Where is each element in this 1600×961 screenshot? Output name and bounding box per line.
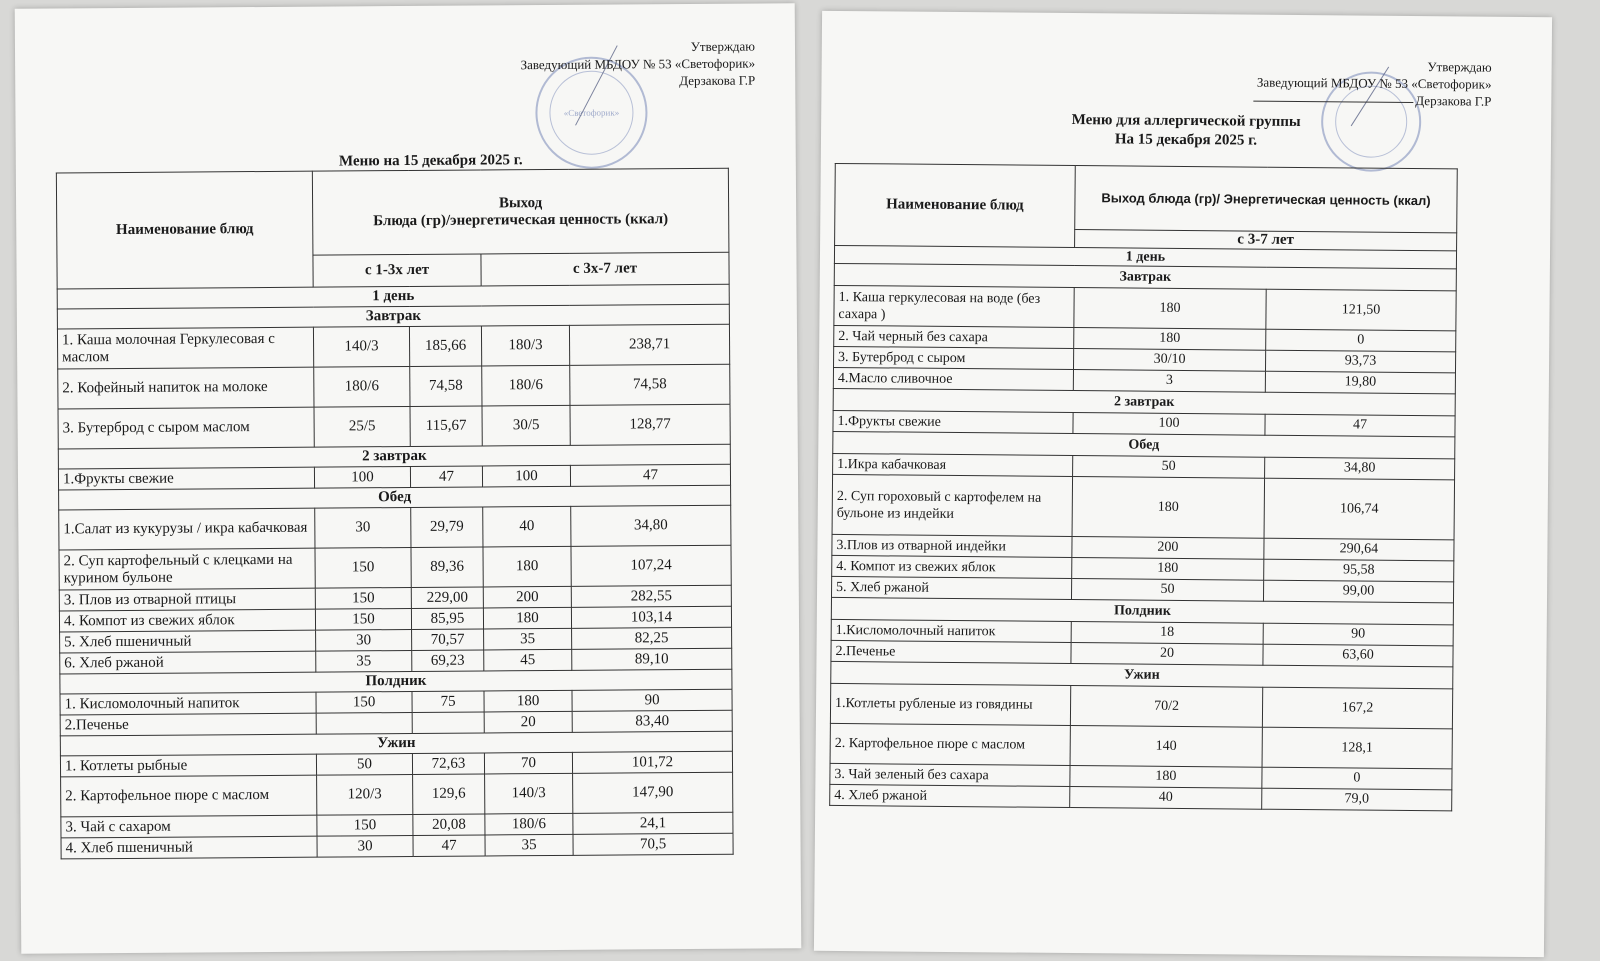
dish-name: 1.Котлеты рубленые из говядины bbox=[830, 683, 1070, 725]
dish-value-a: 150 bbox=[315, 608, 411, 630]
menu-sheet-general bbox=[15, 3, 802, 953]
dish-value-a: 100 bbox=[1073, 413, 1265, 436]
dish-row bbox=[830, 784, 1452, 810]
day-label: 1 день bbox=[57, 284, 729, 309]
section-title: Обед bbox=[833, 431, 1455, 458]
dish-value-c: 35 bbox=[484, 628, 572, 650]
dish-name: 1.Салат из кукурузы / икра кабачковая bbox=[59, 508, 315, 550]
dish-value-d: 90 bbox=[572, 689, 732, 711]
dish-name: 4. Компот из свежих яблок bbox=[59, 609, 315, 632]
dish-value-b: 121,50 bbox=[1266, 289, 1456, 331]
dish-value-c: 45 bbox=[484, 649, 572, 671]
dish-value-b: 29,79 bbox=[411, 507, 483, 548]
dish-name: 3. Чай с сахаром bbox=[61, 815, 317, 838]
dish-row bbox=[58, 364, 730, 409]
approval-position: Заведующий МБДОУ № 53 «Светофорик» bbox=[520, 55, 756, 73]
header-output bbox=[312, 168, 729, 255]
dish-name: 4. Хлеб пшеничный bbox=[61, 836, 317, 859]
dish-value-b: 20,08 bbox=[413, 814, 485, 836]
dish-value-c: 35 bbox=[485, 834, 573, 856]
dish-value-c: 180/6 bbox=[482, 365, 570, 406]
dish-name: 2.Печенье bbox=[60, 713, 316, 736]
dish-value-a: 180 bbox=[1074, 328, 1266, 351]
dish-value-b: 167,2 bbox=[1262, 687, 1452, 729]
dish-value-b: 19,80 bbox=[1265, 371, 1455, 394]
dish-value-d: 70,5 bbox=[573, 833, 733, 855]
dish-name: 3. Плов из отварной птицы bbox=[59, 588, 315, 611]
approval-signer: Дерзакова Г.Р bbox=[1415, 93, 1492, 109]
dish-value-d: 89,10 bbox=[572, 648, 732, 670]
dish-value-a: 140/3 bbox=[313, 326, 409, 367]
dish-value-b: 79,0 bbox=[1262, 788, 1452, 811]
header-output-line2: Блюда (гр)/энергетическая ценность (ккал) bbox=[373, 210, 669, 229]
section-title: 2 завтрак bbox=[58, 444, 730, 469]
dish-value-b: 99,00 bbox=[1263, 580, 1453, 603]
dish-value-c: 200 bbox=[483, 586, 571, 608]
dish-name: 1. Каша геркулесовая на воде (без сахара ) bbox=[834, 285, 1074, 327]
dish-value-d: 107,24 bbox=[571, 545, 731, 586]
dish-value-b: 185,66 bbox=[409, 326, 481, 367]
dish-value-a: 50 bbox=[1073, 456, 1265, 479]
dish-row bbox=[61, 772, 733, 817]
stamp-text: «Светофорик» bbox=[563, 107, 620, 118]
dish-name: 1.Фрукты свежие bbox=[833, 410, 1073, 433]
dish-name: 2. Картофельное пюре с маслом bbox=[830, 723, 1070, 765]
dish-value-b: 89,36 bbox=[411, 547, 483, 588]
dish-value-a: 30 bbox=[315, 507, 411, 548]
approval-word: Утверждаю bbox=[690, 38, 756, 55]
dish-value-b: 70,57 bbox=[412, 629, 484, 651]
dish-value-d: 83,40 bbox=[572, 710, 732, 732]
dish-name: 1.Икра кабачковая bbox=[833, 453, 1073, 476]
dish-value-a: 100 bbox=[314, 466, 410, 488]
dish-value-a: 30 bbox=[317, 835, 413, 857]
dish-value-b: 129,6 bbox=[413, 774, 485, 815]
dish-name: 2. Чай черный без сахара bbox=[834, 325, 1074, 348]
dish-name: 2. Суп гороховый с картофелем на бульоне из индейки bbox=[832, 474, 1073, 536]
dish-name: 3. Бутерброд с сыром bbox=[834, 346, 1074, 369]
dish-row bbox=[57, 324, 729, 369]
dish-value-a: 120/3 bbox=[317, 774, 413, 815]
dish-value-b: 106,74 bbox=[1264, 478, 1455, 540]
dish-value-a: 20 bbox=[1071, 643, 1263, 666]
dish-value-a: 150 bbox=[315, 587, 411, 609]
dish-value-d: 34,80 bbox=[571, 505, 731, 546]
page-title-line2: На 15 декабря 2025 г. bbox=[1114, 131, 1258, 149]
dish-value-c: 40 bbox=[483, 506, 571, 547]
dish-value-c: 180 bbox=[483, 546, 571, 587]
dish-name: 2. Картофельное пюре с маслом bbox=[61, 775, 317, 817]
dish-value-a: 150 bbox=[315, 547, 411, 588]
section-title: Обед bbox=[59, 485, 731, 510]
header-output-line1: Выход bbox=[498, 194, 543, 211]
approval-word: Утверждаю bbox=[1427, 59, 1492, 75]
section-title: Завтрак bbox=[834, 263, 1456, 290]
dish-value-d: 82,25 bbox=[572, 627, 732, 649]
dish-value-b: 75 bbox=[412, 691, 484, 713]
dish-value-b: 34,80 bbox=[1265, 457, 1455, 480]
dish-row bbox=[59, 545, 731, 590]
dish-value-d: 47 bbox=[570, 464, 730, 486]
dish-value-c: 180 bbox=[484, 690, 572, 712]
day-label: 1 день bbox=[834, 245, 1456, 268]
menu-table-body bbox=[830, 245, 1457, 810]
header-dish: Наименование блюд bbox=[835, 163, 1076, 247]
approval-block bbox=[395, 38, 755, 92]
page-title: Меню на 15 декабря 2025 г. bbox=[338, 152, 523, 170]
dish-value-b: 95,58 bbox=[1264, 559, 1454, 582]
dish-name: 1. Кисломолочный напиток bbox=[60, 692, 316, 715]
dish-row bbox=[58, 404, 730, 449]
menu-table-body bbox=[57, 284, 733, 859]
dish-value-a bbox=[316, 712, 412, 734]
menu-table bbox=[829, 163, 1458, 811]
signature-line bbox=[1253, 100, 1413, 102]
menu-sheet-allergy bbox=[814, 11, 1552, 957]
dish-value-a: 180 bbox=[1072, 558, 1264, 581]
dish-name: 3.Плов из отварной индейки bbox=[832, 534, 1072, 557]
dish-value-c: 180/3 bbox=[481, 325, 569, 366]
dish-value-b: 47 bbox=[413, 835, 485, 857]
dish-value-b: 85,95 bbox=[411, 608, 483, 630]
section-title: Ужин bbox=[60, 731, 732, 756]
dish-value-a: 180 bbox=[1074, 288, 1266, 330]
header-output: Выход блюда (гр)/ Энергетическая ценность (ккал) bbox=[1075, 166, 1458, 233]
dish-value-a: 40 bbox=[1070, 787, 1262, 810]
dish-value-c: 30/5 bbox=[482, 405, 570, 446]
dish-value-a: 30 bbox=[316, 629, 412, 651]
section-title: Полдник bbox=[60, 669, 732, 694]
dish-name: 5. Хлеб ржаной bbox=[831, 576, 1071, 599]
dish-name: 1. Каша молочная Геркулесовая с маслом bbox=[57, 327, 313, 369]
header-age-3-7: с 3х-7 лет bbox=[481, 252, 729, 286]
dish-value-a: 70/2 bbox=[1070, 686, 1262, 728]
header-dish: Наименование блюд bbox=[56, 171, 313, 289]
dish-value-a: 50 bbox=[1071, 579, 1263, 602]
dish-row bbox=[59, 505, 731, 550]
dish-value-d: 103,14 bbox=[571, 606, 731, 628]
section-title: Ужин bbox=[831, 661, 1453, 688]
page-title bbox=[1051, 111, 1321, 151]
dish-row bbox=[830, 723, 1452, 768]
dish-value-b: 128,1 bbox=[1262, 727, 1452, 769]
section-title: Завтрак bbox=[57, 304, 729, 329]
dish-value-b: 90 bbox=[1263, 623, 1453, 646]
dish-value-c: 180/6 bbox=[485, 813, 573, 835]
dish-value-b: 115,67 bbox=[410, 406, 482, 447]
dish-name: 4.Масло сливочное bbox=[833, 367, 1073, 390]
dish-value-b bbox=[412, 712, 484, 734]
dish-value-d: 101,72 bbox=[572, 751, 732, 773]
dish-value-b: 72,63 bbox=[412, 753, 484, 775]
dish-value-b: 0 bbox=[1266, 329, 1456, 352]
dish-row bbox=[830, 683, 1452, 728]
dish-value-d: 238,71 bbox=[569, 324, 729, 365]
dish-value-a: 50 bbox=[316, 753, 412, 775]
dish-name: 1.Фрукты свежие bbox=[58, 467, 314, 490]
dish-value-b: 47 bbox=[410, 466, 482, 488]
dish-value-d: 147,90 bbox=[573, 772, 733, 813]
approval-signer-row bbox=[1121, 89, 1491, 109]
dish-value-c: 140/3 bbox=[485, 773, 573, 814]
dish-value-a: 25/5 bbox=[314, 406, 410, 447]
approval-position: Заведующий МБДОУ № 53 «Светофорик» bbox=[1256, 74, 1492, 92]
dish-name: 3. Чай зеленый без сахара bbox=[830, 763, 1070, 786]
dish-value-d: 24,1 bbox=[573, 812, 733, 834]
dish-row bbox=[61, 833, 733, 859]
approval-signer: Дерзакова Г.Р bbox=[679, 72, 756, 89]
dish-value-d: 128,77 bbox=[570, 404, 730, 445]
dish-value-d: 74,58 bbox=[570, 364, 730, 405]
dish-value-a: 3 bbox=[1073, 370, 1265, 393]
dish-value-b: 93,73 bbox=[1265, 350, 1455, 373]
dish-value-a: 140 bbox=[1070, 726, 1262, 768]
dish-value-b: 0 bbox=[1262, 767, 1452, 790]
dish-name: 5. Хлеб пшеничный bbox=[60, 630, 316, 653]
approval-block bbox=[1121, 55, 1491, 109]
dish-value-c: 180 bbox=[483, 607, 571, 629]
dish-name: 2. Кофейный напиток на молоке bbox=[58, 367, 314, 409]
dish-value-c: 70 bbox=[484, 752, 572, 774]
page-title-line1: Меню для аллергической группы bbox=[1071, 112, 1301, 131]
dish-name: 6. Хлеб ржаной bbox=[60, 651, 316, 674]
dish-value-a: 150 bbox=[316, 691, 412, 713]
dish-name: 4. Компот из свежих яблок bbox=[832, 555, 1072, 578]
dish-value-b: 74,58 bbox=[410, 366, 482, 407]
dish-value-a: 180 bbox=[1070, 766, 1262, 789]
dish-row bbox=[834, 285, 1456, 330]
dish-value-a: 35 bbox=[316, 650, 412, 672]
dish-value-d: 282,55 bbox=[571, 585, 731, 607]
dish-name: 1.Кисломолочный напиток bbox=[831, 619, 1071, 642]
dish-value-a: 180/6 bbox=[314, 366, 410, 407]
dish-value-b: 47 bbox=[1265, 414, 1455, 437]
dish-name: 3. Бутерброд с сыром маслом bbox=[58, 407, 314, 449]
dish-value-c: 20 bbox=[484, 711, 572, 733]
dish-value-c: 100 bbox=[482, 465, 570, 487]
header-age-1-3: с 1-3х лет bbox=[313, 254, 481, 287]
dish-name: 4. Хлеб ржаной bbox=[830, 784, 1070, 807]
section-title: Полдник bbox=[831, 597, 1453, 624]
dish-value-a: 200 bbox=[1072, 537, 1264, 560]
dish-value-b: 69,23 bbox=[412, 650, 484, 672]
dish-value-a: 180 bbox=[1072, 477, 1265, 539]
dish-name: 1. Котлеты рыбные bbox=[60, 754, 316, 777]
dish-value-b: 290,64 bbox=[1264, 538, 1454, 561]
dish-row bbox=[832, 474, 1454, 539]
section-title: 2 завтрак bbox=[833, 388, 1455, 415]
header-age-3-7: с 3-7 лет bbox=[1075, 230, 1457, 251]
dish-value-a: 30/10 bbox=[1073, 349, 1265, 372]
dish-value-b: 63,60 bbox=[1263, 644, 1453, 667]
dish-name: 2.Печенье bbox=[831, 640, 1071, 663]
menu-table bbox=[56, 168, 734, 860]
dish-value-a: 18 bbox=[1071, 622, 1263, 645]
dish-value-b: 229,00 bbox=[411, 587, 483, 609]
dish-name: 2. Суп картофельный с клецками на курином бульоне bbox=[59, 548, 315, 590]
dish-value-a: 150 bbox=[317, 814, 413, 836]
